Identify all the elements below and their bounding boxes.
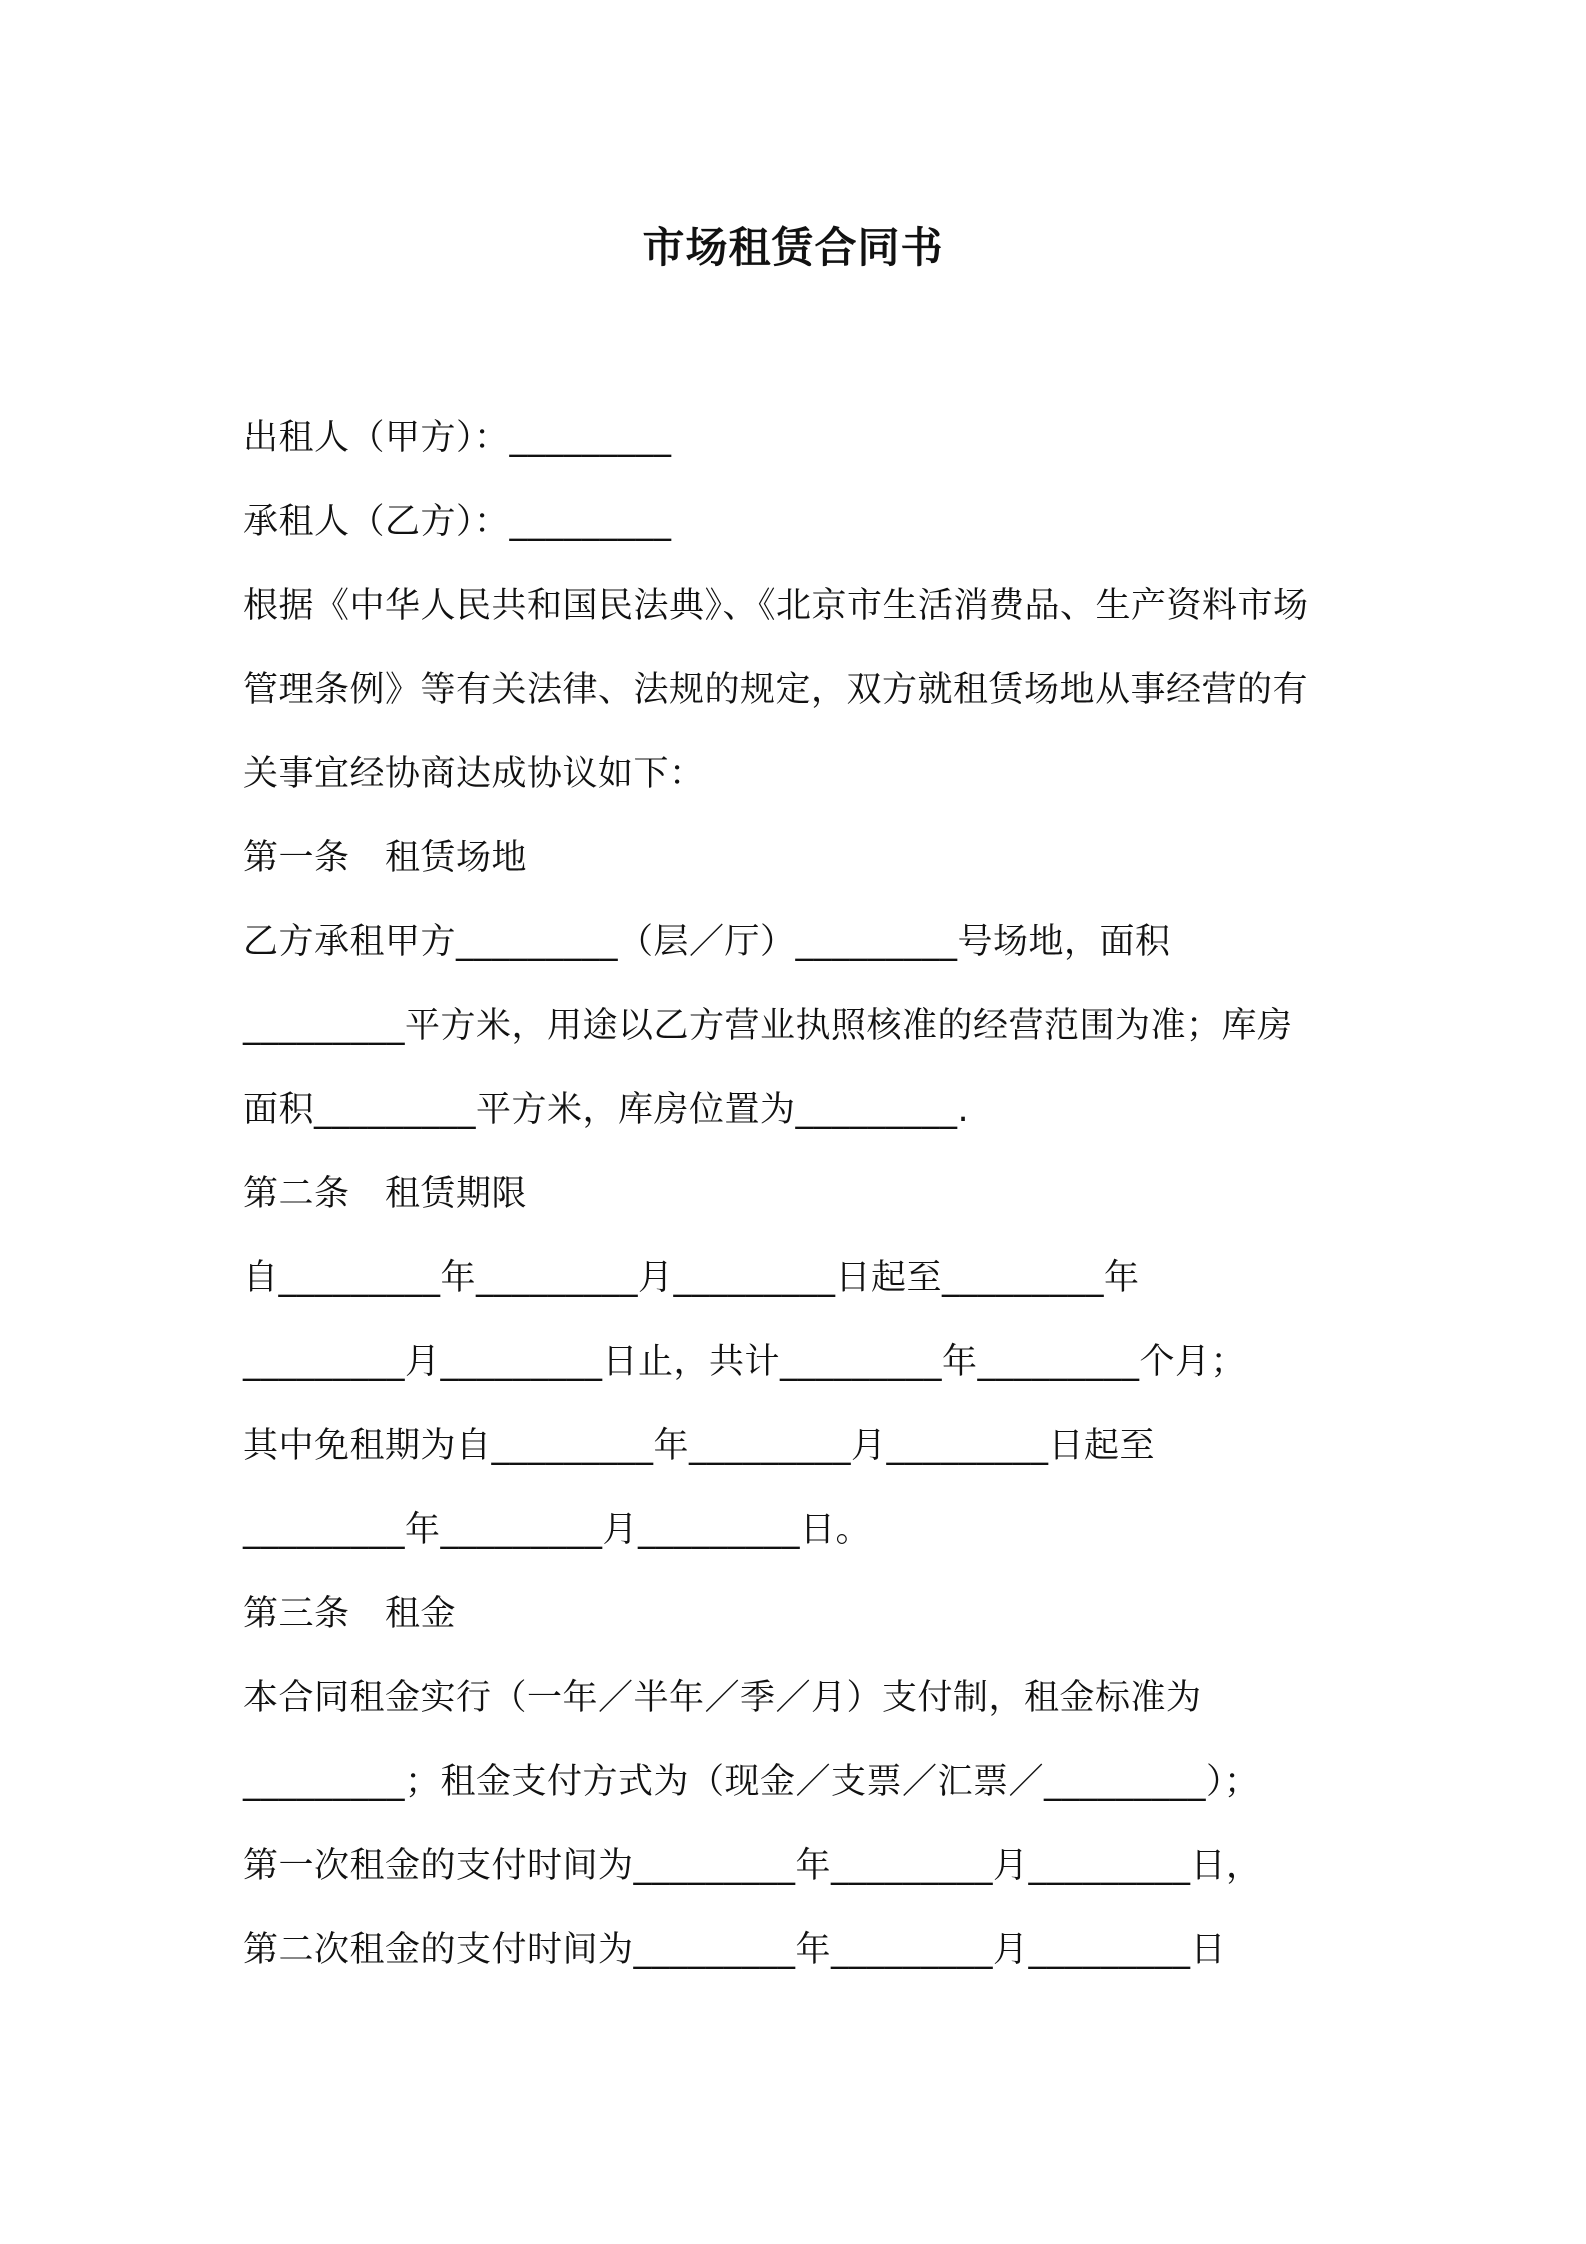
document-title: 市场租赁合同书 [642,223,944,272]
lessor-line: 出租人（甲方）：_________ [243,418,672,458]
article-3-line-1: 本合同租金实行（一年／半年／季／月）支付制，租金标准为 [243,1678,1202,1718]
preamble-line-1: 根据《中华人民共和国民法典》、《北京市生活消费品、生产资料市场 [243,586,1309,626]
article-2-heading: 第二条 租赁期限 [243,1174,528,1214]
preamble-line-3: 关事宜经协商达成协议如下： [243,754,705,794]
article-3-line-4: 第二次租金的支付时间为_________年_________月_________日 [243,1930,1227,1970]
article-1-line-2: _________平方米，用途以乙方营业执照核准的经营范围为准；库房 [243,1006,1293,1046]
article-1-heading: 第一条 租赁场地 [243,838,528,878]
preamble-line-2: 管理条例》等有关法律、法规的规定，双方就租赁场地从事经营的有 [243,670,1309,710]
article-3-heading: 第三条 租金 [243,1594,457,1634]
article-2-line-3: 其中免租期为自_________年_________月_________日起至 [243,1426,1156,1466]
article-2-line-2: _________月_________日止，共计_________年_________个月； [243,1342,1247,1382]
contract-body [243,408,1363,2004]
lessee-line: 承租人（乙方）：_________ [243,502,672,542]
article-1-line-3: 面积_________平方米，库房位置为_________. [243,1090,970,1130]
article-3-line-2: _________；租金支付方式为（现金／支票／汇票／_________）； [243,1762,1260,1802]
article-1-line-1: 乙方承租甲方_________（层／厅）_________号场地，面积 [243,922,1171,962]
article-3-line-3: 第一次租金的支付时间为_________年_________月_________日， [243,1846,1262,1886]
article-2-line-1: 自_________年_________月_________日起至_________年 [243,1258,1140,1298]
article-2-line-4: _________年_________月_________日。 [243,1510,872,1550]
